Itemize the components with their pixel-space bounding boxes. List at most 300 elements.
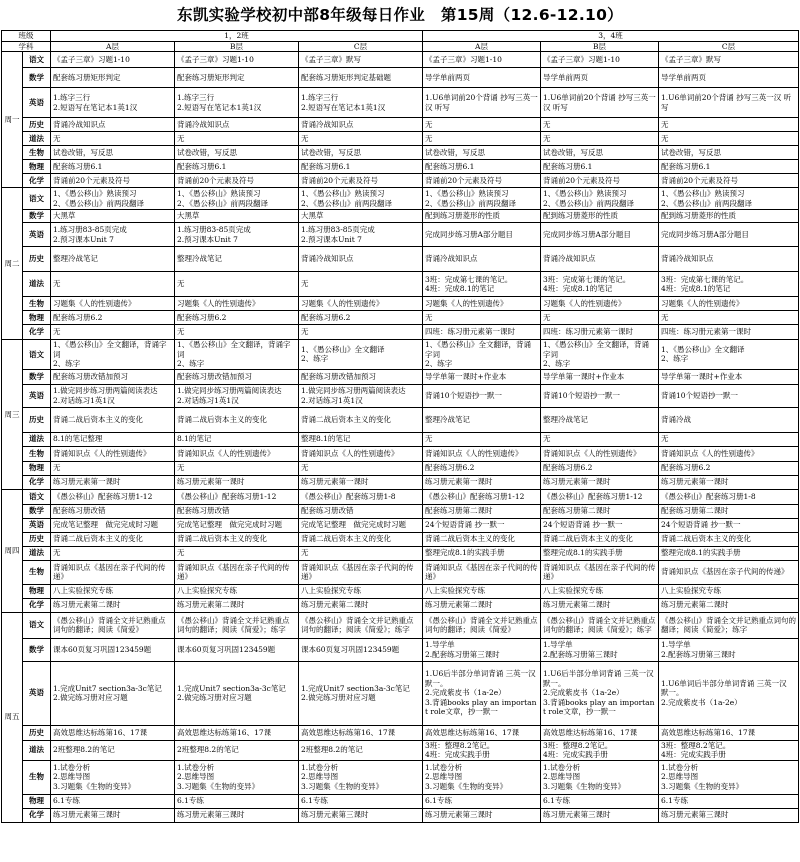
homework-cell: 1.导学单 2.配套练习册第三课时 xyxy=(541,638,659,661)
homework-cell: 1.U6单词前20个背诵 抄写三英一汉 听写 xyxy=(541,88,659,118)
homework-cell: 无 xyxy=(299,546,423,560)
homework-cell: 八上实验探究专练 xyxy=(423,584,541,598)
header-banji: 班级 xyxy=(2,31,51,42)
homework-cell: 导学单前两页 xyxy=(423,68,541,88)
homework-cell: 背诵知识点《人的性别遗传》 xyxy=(423,446,541,461)
homework-cell: 配套练习册6.1 xyxy=(423,160,541,174)
homework-cell: 1.练习册83-85页完成 2.预习课本Unit 7 xyxy=(175,223,299,247)
table-row xyxy=(2,560,799,584)
homework-cell: 背诵知识点《基因在亲子代间的传递》 xyxy=(659,560,799,584)
homework-cell: 6.1专练 xyxy=(423,794,541,808)
homework-cell: 试卷改错，写反思 xyxy=(299,146,423,160)
homework-cell: 1.练习册83-85页完成 2.预习课本Unit 7 xyxy=(299,223,423,247)
homework-cell: 背诵冷战知识点 xyxy=(299,247,423,272)
homework-cell: 背诵二战后资本主义的变化 xyxy=(423,532,541,546)
homework-cell: 1.U6单词前20个背诵 抄写三英一汉 听写 xyxy=(423,88,541,118)
day-label: 周一 xyxy=(2,52,23,188)
table-row xyxy=(2,489,799,504)
homework-cell: 无 xyxy=(659,118,799,132)
subject-label: 语文 xyxy=(23,340,51,370)
homework-cell: 背诵冷战知识点 xyxy=(51,118,175,132)
table-row xyxy=(2,118,799,132)
homework-cell: 《愚公移山》背诵全文并记熟重点词句的翻译；阅读《简爱》；练字 xyxy=(175,612,299,638)
homework-cell: 1.试卷分析 2.思维导图 3.习题集《生物的变异》 xyxy=(175,760,299,794)
homework-cell: 背诵二战后资本主义的变化 xyxy=(659,532,799,546)
homework-cell: 1、《愚公移山》熟读预习 2、《愚公移山》前两段翻译 xyxy=(659,188,799,210)
table-row xyxy=(2,740,799,760)
day-label: 周五 xyxy=(2,612,23,822)
homework-cell: 大黑草 xyxy=(51,210,175,223)
homework-cell: 3班：完成第七课的笔记。 4班：完成8.1的笔记 xyxy=(423,272,541,297)
homework-cell: 背诵二战后资本主义的变化 xyxy=(299,407,423,432)
homework-cell: 1.试卷分析 2.思维导图 3.习题集《生物的变异》 xyxy=(423,760,541,794)
header-class-group-1: 1，2班 xyxy=(51,31,423,42)
homework-cell: 配套练习册6.1 xyxy=(51,160,175,174)
table-row xyxy=(2,461,799,475)
homework-cell: 配套练习册6.2 xyxy=(659,461,799,475)
subject-label: 道法 xyxy=(23,432,51,446)
subject-label: 数学 xyxy=(23,369,51,384)
homework-cell: 八上实验探究专练 xyxy=(299,584,423,598)
homework-cell: 配到练习册菱形的性质 xyxy=(423,210,541,223)
homework-cell: 整理完成8.1的实践手册 xyxy=(659,546,799,560)
header-level: A层 xyxy=(423,41,541,52)
homework-cell: 1.练字三行 2.短语写在笔记本1英1汉 xyxy=(175,88,299,118)
homework-cell: 1.试卷分析 2.思维导图 3.习题集《生物的变异》 xyxy=(299,760,423,794)
homework-cell: 整理完成8.1的实践手册 xyxy=(423,546,541,560)
homework-cell: 高效思维达标练第16、17课 xyxy=(423,725,541,740)
homework-cell: 背诵二战后资本主义的变化 xyxy=(51,407,175,432)
table-row xyxy=(2,188,799,210)
homework-cell: 6.1专练 xyxy=(541,794,659,808)
homework-cell: 配套练习册第二课时 xyxy=(659,504,799,518)
homework-cell: 导学单前两页 xyxy=(659,68,799,88)
homework-cell: 无 xyxy=(541,311,659,325)
homework-cell: 24个短语背诵 抄一默一 xyxy=(659,518,799,532)
subject-label: 生物 xyxy=(23,297,51,311)
homework-cell: 配套练习册6.1 xyxy=(659,160,799,174)
homework-cell: 高效思维达标练第16、17课 xyxy=(659,725,799,740)
homework-cell: 1.U6单词前20个背诵 抄写三英一汉 听写 xyxy=(659,88,799,118)
homework-cell: 无 xyxy=(51,325,175,340)
homework-cell: 无 xyxy=(423,118,541,132)
homework-cell: 完成同步练习册A部分题目 xyxy=(541,223,659,247)
table-row xyxy=(2,223,799,247)
subject-label: 语文 xyxy=(23,489,51,504)
subject-label: 历史 xyxy=(23,407,51,432)
homework-cell: 背诵冷战知识点 xyxy=(659,247,799,272)
homework-cell: 背诵10个短语抄一默一 xyxy=(659,384,799,407)
header-class-group-2: 3，4班 xyxy=(423,31,799,42)
homework-cell: 《愚公移山》配套练习册1-8 xyxy=(659,489,799,504)
homework-cell: 背诵10个短语抄一默一 xyxy=(541,384,659,407)
homework-cell: 1.试卷分析 2.思维导图 3.习题集《生物的变异》 xyxy=(541,760,659,794)
homework-cell: 1、《愚公移山》全文翻译，背诵字词 2、练字 xyxy=(175,340,299,370)
homework-cell: 无 xyxy=(659,311,799,325)
homework-cell: 《孟子三章》习题1-10 xyxy=(423,52,541,68)
subject-label: 化学 xyxy=(23,325,51,340)
table-row xyxy=(2,794,799,808)
homework-cell: 《孟子三章》习题1-10 xyxy=(175,52,299,68)
subject-label: 化学 xyxy=(23,475,51,489)
homework-cell: 1.做完同步练习册两篇阅读表达 2.对话练习1英1汉 xyxy=(51,384,175,407)
homework-cell: 无 xyxy=(299,272,423,297)
homework-cell: 无 xyxy=(541,118,659,132)
homework-cell: 背诵冷战 xyxy=(659,407,799,432)
homework-cell: 背诵二战后资本主义的变化 xyxy=(541,532,659,546)
table-row xyxy=(2,369,799,384)
table-row xyxy=(2,132,799,146)
homework-cell: 试卷改错，写反思 xyxy=(423,146,541,160)
homework-cell: 配到练习册菱形的性质 xyxy=(541,210,659,223)
homework-cell: 练习册元素第一课时 xyxy=(175,475,299,489)
homework-cell: 四班：练习册元素第一课时 xyxy=(659,325,799,340)
homework-cell: 八上实验探究专练 xyxy=(175,584,299,598)
homework-cell: 《愚公移山》背诵全文并记熟重点词句的翻译；阅读《简爱》；练字 xyxy=(541,612,659,638)
subject-label: 道法 xyxy=(23,546,51,560)
homework-body xyxy=(2,52,799,823)
homework-cell: 1、《愚公移山》全文翻译，背诵字词 2、练字 xyxy=(541,340,659,370)
subject-label: 物理 xyxy=(23,461,51,475)
homework-cell: 四班：练习册元素第一课时 xyxy=(423,325,541,340)
homework-cell: 配套练习册6.2 xyxy=(423,461,541,475)
table-row xyxy=(2,808,799,822)
homework-cell: 1.完成Unit7 section3a-3c笔记 2.做完练习册对应习题 xyxy=(51,661,175,725)
homework-cell: 1.试卷分析 2.思维导图 3.习题集《生物的变异》 xyxy=(51,760,175,794)
homework-cell: 配套练习册矩形判定基础题 xyxy=(299,68,423,88)
homework-cell: 6.1专练 xyxy=(299,794,423,808)
homework-cell: 《愚公移山》背诵全文并记熟重点词句的翻译；阅读《简爱》 xyxy=(423,612,541,638)
homework-cell: 试卷改错，写反思 xyxy=(541,146,659,160)
homework-cell: 配套练习册矩形判定 xyxy=(175,68,299,88)
day-label: 周三 xyxy=(2,340,23,490)
table-row xyxy=(2,297,799,311)
homework-cell: 背诵前20个元素及符号 xyxy=(175,174,299,188)
table-row xyxy=(2,210,799,223)
homework-cell: 高效思维达标练第16、17课 xyxy=(299,725,423,740)
homework-cell: 配到练习册菱形的性质 xyxy=(659,210,799,223)
table-row xyxy=(2,661,799,725)
homework-cell: 习题集《人的性别遗传》 xyxy=(175,297,299,311)
homework-cell: 无 xyxy=(659,132,799,146)
homework-cell: 《孟子三章》习题1-10 xyxy=(51,52,175,68)
subject-label: 道法 xyxy=(23,272,51,297)
homework-cell: 练习册元素第一课时 xyxy=(299,475,423,489)
header-xueke: 学科 xyxy=(2,41,51,52)
homework-cell: 四班：练习册元素第一课时 xyxy=(541,325,659,340)
homework-cell: 无 xyxy=(175,132,299,146)
homework-cell: 1、《愚公移山》全文翻译 2、练字 xyxy=(299,340,423,370)
homework-cell: 1.练字三行 2.短语写在笔记本1英1汉 xyxy=(51,88,175,118)
table-row xyxy=(2,725,799,740)
homework-cell: 导学单第一课时+作业本 xyxy=(541,369,659,384)
homework-cell: 24个短语背诵 抄一默一 xyxy=(423,518,541,532)
homework-cell: 导学单前两页 xyxy=(541,68,659,88)
subject-label: 数学 xyxy=(23,504,51,518)
day-label: 周四 xyxy=(2,489,23,612)
homework-cell: 《愚公移山》背诵全文并记熟重点词句的翻译；阅读《简爱》；练字 xyxy=(299,612,423,638)
homework-cell: 无 xyxy=(423,132,541,146)
homework-cell: 高效思维达标练第16、17课 xyxy=(51,725,175,740)
table-row xyxy=(2,760,799,794)
homework-cell: 背诵知识点《人的性别遗传》 xyxy=(659,446,799,461)
table-row xyxy=(2,432,799,446)
homework-cell: 背诵知识点《人的性别遗传》 xyxy=(51,446,175,461)
homework-cell: 《愚公移山》配套练习册1-12 xyxy=(541,489,659,504)
homework-cell: 2班整理8.2的笔记 xyxy=(175,740,299,760)
homework-cell: 背诵知识点《基因在亲子代间的传递》 xyxy=(51,560,175,584)
homework-cell: 配套练习册改错加预习 xyxy=(299,369,423,384)
homework-cell: 《愚公移山》配套练习册1-8 xyxy=(299,489,423,504)
homework-cell: 无 xyxy=(541,132,659,146)
homework-cell: 无 xyxy=(175,461,299,475)
homework-cell: 背诵二战后资本主义的变化 xyxy=(51,532,175,546)
subject-label: 历史 xyxy=(23,725,51,740)
homework-cell: 完成笔记整理 做完完成时习题 xyxy=(51,518,175,532)
homework-cell: 24个短语背诵 抄一默一 xyxy=(541,518,659,532)
homework-cell: 八上实验探究专练 xyxy=(51,584,175,598)
homework-cell: 配套练习册6.2 xyxy=(541,461,659,475)
homework-cell: 1、《愚公移山》全文翻译 2、练字 xyxy=(659,340,799,370)
homework-cell: 1.完成Unit7 section3a-3c笔记 2.做完练习册对应习题 xyxy=(299,661,423,725)
homework-cell: 练习册元素第三课时 xyxy=(423,808,541,822)
homework-cell: 背诵前20个元素及符号 xyxy=(51,174,175,188)
header-row-level xyxy=(2,41,799,52)
subject-label: 生物 xyxy=(23,760,51,794)
homework-cell: 无 xyxy=(423,311,541,325)
table-row xyxy=(2,384,799,407)
subject-label: 化学 xyxy=(23,174,51,188)
homework-cell: 大黑草 xyxy=(175,210,299,223)
homework-cell: 试卷改错，写反思 xyxy=(659,146,799,160)
homework-cell: 无 xyxy=(659,432,799,446)
subject-label: 生物 xyxy=(23,560,51,584)
table-row xyxy=(2,88,799,118)
homework-cell: 背诵二战后资本主义的变化 xyxy=(175,532,299,546)
homework-cell: 8.1的笔记整理 xyxy=(51,432,175,446)
homework-cell: 配套练习册6.2 xyxy=(51,311,175,325)
homework-cell: 配套练习册第二课时 xyxy=(423,504,541,518)
homework-cell: 练习册元素第一课时 xyxy=(51,475,175,489)
homework-cell: 配套练习册6.1 xyxy=(541,160,659,174)
table-row xyxy=(2,325,799,340)
homework-cell: 3班：整理8.2笔记。 4班：完成实践手册 xyxy=(423,740,541,760)
homework-cell: 练习册元素第二课时 xyxy=(423,598,541,612)
header-level: A层 xyxy=(51,41,175,52)
homework-cell: 3班：整理8.2笔记。 4班：完成实践手册 xyxy=(659,740,799,760)
homework-cell: 配套练习册矩形判定 xyxy=(51,68,175,88)
homework-cell: 1、《愚公移山》熟读预习 2、《愚公移山》前两段翻译 xyxy=(299,188,423,210)
header-level: B层 xyxy=(175,41,299,52)
homework-cell: 《愚公移山》配套练习册1-12 xyxy=(51,489,175,504)
homework-cell: 试卷改错，写反思 xyxy=(51,146,175,160)
homework-cell: 3班：完成第七课的笔记。 4班：完成8.1的笔记 xyxy=(659,272,799,297)
homework-cell: 无 xyxy=(299,325,423,340)
table-row xyxy=(2,247,799,272)
table-row xyxy=(2,532,799,546)
homework-cell: 无 xyxy=(299,132,423,146)
homework-cell: 1、《愚公移山》全文翻译，背诵字词 2、练字 xyxy=(423,340,541,370)
homework-cell: 3班：整理8.2笔记。 4班：完成实践手册 xyxy=(541,740,659,760)
table-row xyxy=(2,174,799,188)
homework-cell: 《孟子三章》默写 xyxy=(659,52,799,68)
homework-cell: 习题集《人的性别遗传》 xyxy=(541,297,659,311)
homework-cell: 1.做完同步练习册两篇阅读表达 2.对话练习1英1汉 xyxy=(175,384,299,407)
homework-cell: 1.练字三行 2.短语写在笔记本1英1汉 xyxy=(299,88,423,118)
table-row xyxy=(2,546,799,560)
homework-cell: 1、《愚公移山》熟读预习 2、《愚公移山》前两段翻译 xyxy=(51,188,175,210)
homework-cell: 无 xyxy=(51,461,175,475)
subject-label: 生物 xyxy=(23,446,51,461)
homework-cell: 1.U6后半部分单词背诵 三英一汉 默一。 2.完成紫皮书（1a-2e） 3.背诵books play an important role文章，抄一默一 xyxy=(423,661,541,725)
homework-cell: 整理冷战笔记 xyxy=(423,407,541,432)
table-row xyxy=(2,272,799,297)
homework-cell: 无 xyxy=(175,272,299,297)
day-label: 周二 xyxy=(2,188,23,340)
homework-cell: 背诵10个短语抄一默一 xyxy=(423,384,541,407)
table-row xyxy=(2,160,799,174)
homework-cell: 完成同步练习册A部分题目 xyxy=(423,223,541,247)
table-row xyxy=(2,446,799,461)
homework-cell: 背诵冷战知识点 xyxy=(423,247,541,272)
homework-cell: 课本60页复习巩固123459题 xyxy=(51,638,175,661)
table-row xyxy=(2,612,799,638)
table-row xyxy=(2,146,799,160)
homework-cell: 背诵知识点《基因在亲子代间的传递》 xyxy=(299,560,423,584)
subject-label: 英语 xyxy=(23,661,51,725)
homework-cell: 配套练习册6.1 xyxy=(299,160,423,174)
homework-cell: 整理8.1的笔记 xyxy=(299,432,423,446)
subject-label: 语文 xyxy=(23,52,51,68)
homework-cell: 6.1专练 xyxy=(51,794,175,808)
subject-label: 历史 xyxy=(23,532,51,546)
homework-cell: 8.1的笔记 xyxy=(175,432,299,446)
table-row xyxy=(2,518,799,532)
homework-cell: 配套练习册6.2 xyxy=(299,311,423,325)
homework-cell: 《孟子三章》习题1-10 xyxy=(541,52,659,68)
subject-label: 化学 xyxy=(23,808,51,822)
homework-cell: 整理完成8.1的实践手册 xyxy=(541,546,659,560)
homework-cell: 背诵冷战知识点 xyxy=(299,118,423,132)
homework-cell: 配套练习册6.1 xyxy=(175,160,299,174)
header-level: C层 xyxy=(659,41,799,52)
homework-cell: 高效思维达标练第16、17课 xyxy=(541,725,659,740)
homework-cell: 无 xyxy=(299,461,423,475)
homework-cell: 练习册元素第三课时 xyxy=(175,808,299,822)
homework-cell: 2班整理8.2的笔记 xyxy=(51,740,175,760)
homework-cell: 6.1专练 xyxy=(659,794,799,808)
homework-cell: 习题集《人的性别遗传》 xyxy=(423,297,541,311)
homework-cell: 《愚公移山》背诵全文并记熟重点词句的翻译；阅读《简爱》 xyxy=(51,612,175,638)
subject-label: 英语 xyxy=(23,223,51,247)
homework-cell: 配套练习册改错 xyxy=(175,504,299,518)
homework-cell: 《孟子三章》默写 xyxy=(299,52,423,68)
header-level: B层 xyxy=(541,41,659,52)
homework-cell: 练习册元素第三课时 xyxy=(299,808,423,822)
homework-cell: 整理冷战笔记 xyxy=(175,247,299,272)
homework-cell: 课本60页复习巩固123459题 xyxy=(175,638,299,661)
homework-cell: 背诵前20个元素及符号 xyxy=(299,174,423,188)
subject-label: 生物 xyxy=(23,146,51,160)
homework-cell: 6.1专练 xyxy=(175,794,299,808)
homework-cell: 八上实验探究专练 xyxy=(541,584,659,598)
homework-cell: 背诵知识点《基因在亲子代间的传递》 xyxy=(423,560,541,584)
homework-cell: 配套练习册改错加预习 xyxy=(51,369,175,384)
homework-cell: 完成笔记整理 做完完成时习题 xyxy=(299,518,423,532)
homework-cell: 1.练习册83-85页完成 2.预习课本Unit 7 xyxy=(51,223,175,247)
subject-label: 物理 xyxy=(23,160,51,174)
subject-label: 物理 xyxy=(23,311,51,325)
homework-cell: 练习册元素第三课时 xyxy=(659,808,799,822)
table-row xyxy=(2,52,799,68)
table-row xyxy=(2,68,799,88)
table-row xyxy=(2,598,799,612)
homework-cell: 练习册元素第二课时 xyxy=(541,598,659,612)
homework-cell: 练习册元素第一课时 xyxy=(659,475,799,489)
homework-cell: 课本60页复习巩固123459题 xyxy=(299,638,423,661)
homework-cell: 1、《愚公移山》熟读预习 2、《愚公移山》前两段翻译 xyxy=(423,188,541,210)
homework-cell: 背诵知识点《人的性别遗传》 xyxy=(175,446,299,461)
header-row-class xyxy=(2,31,799,42)
homework-cell: 1.做完同步练习册两篇阅读表达 2.对话练习1英1汉 xyxy=(299,384,423,407)
homework-cell: 1.试卷分析 2.思维导图 3.习题集《生物的变异》 xyxy=(659,760,799,794)
subject-label: 数学 xyxy=(23,68,51,88)
homework-cell: 1、《愚公移山》熟读预习 2、《愚公移山》前两段翻译 xyxy=(175,188,299,210)
subject-label: 数学 xyxy=(23,638,51,661)
homework-table xyxy=(1,30,799,823)
subject-label: 历史 xyxy=(23,118,51,132)
homework-cell: 完成同步练习册A部分题目 xyxy=(659,223,799,247)
homework-cell: 配套练习册改错加预习 xyxy=(175,369,299,384)
homework-cell: 1.完成Unit7 section3a-3c笔记 2.做完练习册对应习题 xyxy=(175,661,299,725)
homework-cell: 背诵知识点《人的性别遗传》 xyxy=(299,446,423,461)
homework-cell: 高效思维达标练第16、17课 xyxy=(175,725,299,740)
homework-cell: 练习册元素第二课时 xyxy=(51,598,175,612)
homework-cell: 练习册元素第二课时 xyxy=(659,598,799,612)
header-level: C层 xyxy=(299,41,423,52)
subject-label: 英语 xyxy=(23,88,51,118)
homework-cell: 大黑草 xyxy=(299,210,423,223)
homework-cell: 练习册元素第一课时 xyxy=(541,475,659,489)
subject-label: 语文 xyxy=(23,188,51,210)
homework-cell: 无 xyxy=(51,132,175,146)
subject-label: 英语 xyxy=(23,518,51,532)
homework-cell: 导学单第一课时+作业本 xyxy=(423,369,541,384)
homework-cell: 背诵冷战知识点 xyxy=(541,247,659,272)
homework-cell: 背诵前20个元素及符号 xyxy=(423,174,541,188)
homework-cell: 《愚公移山》配套练习册1-12 xyxy=(423,489,541,504)
homework-cell: 练习册元素第一课时 xyxy=(423,475,541,489)
homework-cell: 2班整理8.2的笔记 xyxy=(299,740,423,760)
homework-cell: 练习册元素第三课时 xyxy=(541,808,659,822)
homework-cell: 配套练习册6.2 xyxy=(175,311,299,325)
homework-cell: 无 xyxy=(423,432,541,446)
page-title: 东凯实验学校初中部8年级每日作业 第15周（12.6-12.10） xyxy=(177,6,623,24)
table-row xyxy=(2,638,799,661)
homework-cell: 整理冷战笔记 xyxy=(541,407,659,432)
homework-cell: 习题集《人的性别遗传》 xyxy=(299,297,423,311)
homework-cell: 背诵知识点《人的性别遗传》 xyxy=(541,446,659,461)
homework-cell: 无 xyxy=(541,432,659,446)
homework-cell: 完成笔记整理 做完完成时习题 xyxy=(175,518,299,532)
homework-cell: 背诵冷战知识点 xyxy=(175,118,299,132)
homework-cell: 1.U6后半部分单词背诵 三英一汉 默一。 2.完成紫皮书（1a-2e） 3.背诵books play an important role文章，抄一默一 xyxy=(541,661,659,725)
table-row xyxy=(2,407,799,432)
homework-cell: 练习册元素第二课时 xyxy=(175,598,299,612)
homework-cell: 习题集《人的性别遗传》 xyxy=(659,297,799,311)
homework-cell: 1.导学单 2.配套练习册第三课时 xyxy=(423,638,541,661)
subject-label: 道法 xyxy=(23,740,51,760)
